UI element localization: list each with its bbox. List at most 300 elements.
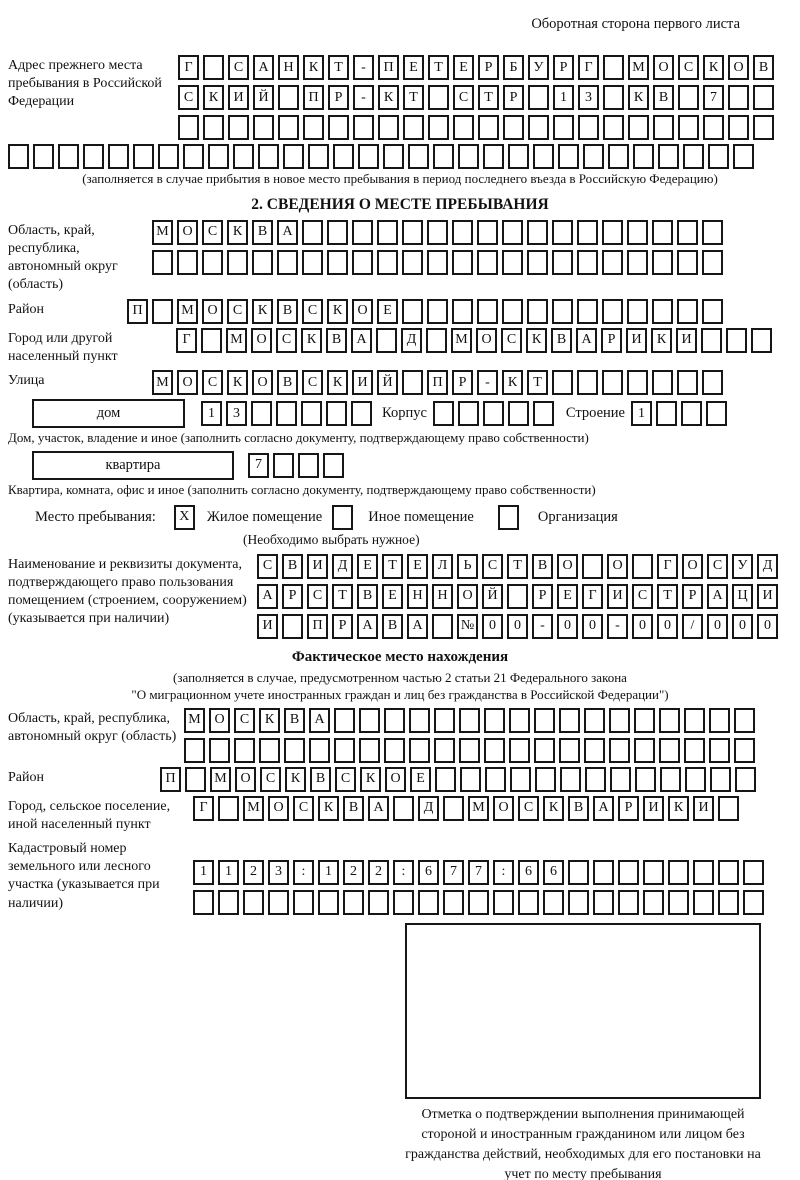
char-cell xyxy=(327,250,348,275)
char-cell xyxy=(584,738,605,763)
char-cell: 0 xyxy=(757,614,778,639)
char-cell: К xyxy=(526,328,547,353)
char-cell: С xyxy=(302,370,323,395)
char-cell: О xyxy=(268,796,289,821)
char-cell xyxy=(618,860,639,885)
char-cell xyxy=(678,115,699,140)
char-cell xyxy=(634,708,655,733)
s3-raion-row xyxy=(8,767,792,792)
char-cell xyxy=(578,115,599,140)
char-cell xyxy=(427,299,448,324)
char-cell xyxy=(585,767,606,792)
checkbox-residential: X xyxy=(174,505,195,530)
char-cell xyxy=(302,250,323,275)
char-cell xyxy=(577,299,598,324)
house-number-boxes xyxy=(201,401,372,426)
char-cell: В xyxy=(326,328,347,353)
char-cell: Г xyxy=(176,328,197,353)
char-cell xyxy=(559,738,580,763)
document-section xyxy=(8,554,792,639)
char-cell: М xyxy=(243,796,264,821)
char-cell: С xyxy=(678,55,699,80)
char-cell: № xyxy=(457,614,478,639)
prev-address-section xyxy=(8,55,792,140)
char-cell xyxy=(552,370,573,395)
char-cell: И xyxy=(352,370,373,395)
s3-kadastr-boxes xyxy=(193,838,764,915)
char-cell xyxy=(298,453,319,478)
char-cell: Р xyxy=(682,584,703,609)
char-cell xyxy=(552,250,573,275)
char-cell xyxy=(58,144,79,169)
char-cell: У xyxy=(528,55,549,80)
char-cell xyxy=(218,890,239,915)
char-cell xyxy=(534,708,555,733)
char-cell xyxy=(393,890,414,915)
char-cell: : xyxy=(393,860,414,885)
char-cell: Е xyxy=(557,584,578,609)
char-cell xyxy=(203,115,224,140)
char-cell: - xyxy=(532,614,553,639)
char-cell: О xyxy=(476,328,497,353)
char-cell: К xyxy=(360,767,381,792)
char-cell xyxy=(528,115,549,140)
char-cell: О xyxy=(457,584,478,609)
char-cell xyxy=(643,860,664,885)
char-cell: Р xyxy=(532,584,553,609)
apartment-number-boxes xyxy=(248,453,344,478)
char-cell: К xyxy=(628,85,649,110)
char-cell: Е xyxy=(407,554,428,579)
char-cell xyxy=(684,738,705,763)
char-cell xyxy=(358,144,379,169)
char-cell xyxy=(560,767,581,792)
char-cell xyxy=(527,250,548,275)
char-cell: О xyxy=(209,708,230,733)
char-cell: Т xyxy=(332,584,353,609)
char-cell xyxy=(734,708,755,733)
choose-required-note: (Необходимо выбрать нужное) xyxy=(243,531,420,547)
char-cell: 0 xyxy=(632,614,653,639)
char-cell xyxy=(660,767,681,792)
s2-ulitsa-boxes xyxy=(152,370,723,395)
char-cell xyxy=(668,890,689,915)
char-cell xyxy=(302,220,323,245)
char-cell xyxy=(252,250,273,275)
char-cell xyxy=(402,220,423,245)
char-cell xyxy=(484,738,505,763)
char-cell: С xyxy=(260,767,281,792)
char-cell: К xyxy=(318,796,339,821)
char-cell xyxy=(273,453,294,478)
char-cell xyxy=(584,708,605,733)
char-cell xyxy=(693,860,714,885)
char-cell: Р xyxy=(478,55,499,80)
char-cell xyxy=(603,85,624,110)
document-row-1 xyxy=(257,554,778,579)
char-cell xyxy=(434,708,455,733)
char-cell: Е xyxy=(377,299,398,324)
char-cell xyxy=(659,708,680,733)
char-cell xyxy=(656,401,677,426)
char-cell xyxy=(608,144,629,169)
char-cell: О xyxy=(177,370,198,395)
char-cell: Ь xyxy=(457,554,478,579)
char-cell xyxy=(478,115,499,140)
char-cell xyxy=(218,796,239,821)
prev-address-row-1 xyxy=(178,55,774,80)
char-cell: В xyxy=(653,85,674,110)
char-cell: С xyxy=(632,584,653,609)
char-cell xyxy=(452,250,473,275)
char-cell xyxy=(734,738,755,763)
char-cell xyxy=(303,115,324,140)
apartment-type-box: квартира xyxy=(32,451,234,480)
s3-kadastr-row-1 xyxy=(193,860,764,885)
s3-raion-label: Район xyxy=(8,769,44,785)
char-cell: Е xyxy=(410,767,431,792)
char-cell: Т xyxy=(507,554,528,579)
char-cell xyxy=(702,370,723,395)
char-cell xyxy=(735,767,756,792)
char-cell xyxy=(702,250,723,275)
char-cell: А xyxy=(576,328,597,353)
s2-gorod-label: Город или другой населенный пункт xyxy=(8,330,118,364)
char-cell: М xyxy=(152,370,173,395)
char-cell xyxy=(583,144,604,169)
char-cell: Н xyxy=(432,584,453,609)
char-cell xyxy=(709,738,730,763)
char-cell: А xyxy=(357,614,378,639)
char-cell xyxy=(251,401,272,426)
s2-ulitsa-label: Улица xyxy=(8,373,45,389)
char-cell xyxy=(334,738,355,763)
char-cell xyxy=(683,144,704,169)
char-cell xyxy=(527,299,548,324)
char-cell: 1 xyxy=(553,85,574,110)
char-cell xyxy=(706,401,727,426)
char-cell: Т xyxy=(478,85,499,110)
back-side-note: Оборотная сторона первого листа xyxy=(531,16,740,32)
char-cell: К xyxy=(252,299,273,324)
char-cell xyxy=(502,220,523,245)
char-cell xyxy=(418,890,439,915)
checkbox-other-premises xyxy=(332,505,353,530)
char-cell: 1 xyxy=(201,401,222,426)
s2-oblast-row-2 xyxy=(152,250,723,275)
checkbox-organization xyxy=(498,505,519,530)
char-cell: 3 xyxy=(226,401,247,426)
char-cell xyxy=(483,401,504,426)
char-cell xyxy=(609,738,630,763)
char-cell xyxy=(209,738,230,763)
char-cell: В xyxy=(753,55,774,80)
char-cell: К xyxy=(227,220,248,245)
char-cell xyxy=(352,250,373,275)
char-cell: К xyxy=(203,85,224,110)
char-cell: О xyxy=(352,299,373,324)
char-cell xyxy=(552,299,573,324)
char-cell xyxy=(553,115,574,140)
char-cell xyxy=(234,738,255,763)
char-cell xyxy=(202,250,223,275)
char-cell xyxy=(278,85,299,110)
char-cell: О xyxy=(202,299,223,324)
char-cell xyxy=(376,328,397,353)
char-cell xyxy=(178,115,199,140)
char-cell xyxy=(323,453,344,478)
char-cell: 6 xyxy=(518,860,539,885)
char-cell xyxy=(718,860,739,885)
char-cell: Р xyxy=(503,85,524,110)
s3-oblast-row xyxy=(8,708,792,763)
stay-type-row xyxy=(35,505,792,530)
char-cell: К xyxy=(303,55,324,80)
residential-option-label: Жилое помещение xyxy=(206,508,323,525)
char-cell xyxy=(433,144,454,169)
char-cell xyxy=(509,708,530,733)
char-cell xyxy=(452,299,473,324)
char-cell: 1 xyxy=(631,401,652,426)
char-cell: К xyxy=(327,299,348,324)
char-cell xyxy=(283,144,304,169)
char-cell xyxy=(353,115,374,140)
prev-address-label: Адрес прежнего места пребывания в Российской Федерации xyxy=(8,58,162,110)
char-cell: Е xyxy=(453,55,474,80)
char-cell: М xyxy=(226,328,247,353)
char-cell: П xyxy=(378,55,399,80)
char-cell: С xyxy=(453,85,474,110)
char-cell xyxy=(508,144,529,169)
char-cell xyxy=(627,370,648,395)
char-cell: И xyxy=(228,85,249,110)
char-cell xyxy=(108,144,129,169)
apartment-row xyxy=(32,451,792,480)
char-cell: А xyxy=(309,708,330,733)
char-cell: М xyxy=(152,220,173,245)
char-cell xyxy=(183,144,204,169)
char-cell xyxy=(393,796,414,821)
char-cell xyxy=(568,890,589,915)
char-cell: С xyxy=(257,554,278,579)
char-cell: И xyxy=(643,796,664,821)
char-cell: В xyxy=(310,767,331,792)
char-cell: О xyxy=(682,554,703,579)
char-cell xyxy=(432,614,453,639)
s2-ulitsa-row xyxy=(8,370,792,395)
char-cell: Р xyxy=(282,584,303,609)
char-cell xyxy=(208,144,229,169)
s2-gorod-row xyxy=(8,328,792,366)
char-cell: 6 xyxy=(543,860,564,885)
char-cell xyxy=(709,708,730,733)
char-cell xyxy=(633,144,654,169)
char-cell xyxy=(278,115,299,140)
char-cell xyxy=(477,250,498,275)
char-cell: Ц xyxy=(732,584,753,609)
char-cell xyxy=(253,115,274,140)
char-cell: 0 xyxy=(507,614,528,639)
char-cell xyxy=(326,401,347,426)
s2-gorod-boxes xyxy=(176,328,772,353)
char-cell: : xyxy=(293,860,314,885)
char-cell: К xyxy=(301,328,322,353)
char-cell: Т xyxy=(403,85,424,110)
char-cell xyxy=(527,220,548,245)
char-cell xyxy=(507,584,528,609)
char-cell xyxy=(701,328,722,353)
char-cell: В xyxy=(284,708,305,733)
char-cell: М xyxy=(468,796,489,821)
char-cell: И xyxy=(757,584,778,609)
char-cell xyxy=(718,796,739,821)
char-cell xyxy=(577,220,598,245)
s3-raion-boxes xyxy=(160,767,756,792)
char-cell: М xyxy=(628,55,649,80)
char-cell: С xyxy=(227,299,248,324)
s2-oblast-label: Область, край, республика, автономный округ (область) xyxy=(8,222,118,293)
char-cell: М xyxy=(451,328,472,353)
prev-address-row-4 xyxy=(8,144,792,169)
char-cell: 1 xyxy=(318,860,339,885)
char-cell: Е xyxy=(382,584,403,609)
s2-raion-boxes xyxy=(127,299,723,324)
document-label: Наименование и реквизиты документа, подтверждающего право пользования помещением (строением, сооружением) (указывается при наличии) xyxy=(8,556,247,627)
char-cell: А xyxy=(351,328,372,353)
char-cell xyxy=(652,220,673,245)
char-cell xyxy=(443,796,464,821)
char-cell: 7 xyxy=(248,453,269,478)
char-cell: - xyxy=(353,85,374,110)
char-cell xyxy=(753,85,774,110)
char-cell xyxy=(602,250,623,275)
char-cell xyxy=(677,220,698,245)
char-cell: С xyxy=(501,328,522,353)
s3-kadastr-row xyxy=(8,838,792,915)
char-cell: 3 xyxy=(578,85,599,110)
char-cell xyxy=(477,299,498,324)
char-cell xyxy=(352,220,373,245)
stay-type-label: Место пребывания: xyxy=(35,508,156,525)
char-cell: С xyxy=(234,708,255,733)
char-cell: 0 xyxy=(557,614,578,639)
char-cell: В xyxy=(568,796,589,821)
stamp-section xyxy=(8,923,792,1180)
char-cell xyxy=(152,250,173,275)
char-cell: 2 xyxy=(343,860,364,885)
char-cell xyxy=(652,370,673,395)
stamp-spacer xyxy=(8,923,393,1180)
char-cell: К xyxy=(327,370,348,395)
char-cell: С xyxy=(276,328,297,353)
char-cell: 0 xyxy=(582,614,603,639)
stroenie-label: Строение xyxy=(565,405,625,422)
char-cell: П xyxy=(160,767,181,792)
char-cell xyxy=(593,890,614,915)
char-cell: П xyxy=(303,85,324,110)
char-cell xyxy=(276,401,297,426)
char-cell xyxy=(627,220,648,245)
s3-kadastr-row-2 xyxy=(193,890,764,915)
char-cell xyxy=(384,738,405,763)
char-cell xyxy=(610,767,631,792)
char-cell: Е xyxy=(357,554,378,579)
char-cell: 7 xyxy=(468,860,489,885)
char-cell xyxy=(708,144,729,169)
char-cell: Т xyxy=(428,55,449,80)
char-cell xyxy=(743,890,764,915)
char-cell: / xyxy=(682,614,703,639)
char-cell xyxy=(402,250,423,275)
char-cell xyxy=(83,144,104,169)
char-cell xyxy=(652,250,673,275)
char-cell: Г xyxy=(657,554,678,579)
char-cell: С xyxy=(335,767,356,792)
char-cell: К xyxy=(668,796,689,821)
char-cell xyxy=(359,738,380,763)
char-cell xyxy=(677,299,698,324)
char-cell xyxy=(603,55,624,80)
char-cell xyxy=(158,144,179,169)
char-cell: 1 xyxy=(218,860,239,885)
char-cell xyxy=(634,738,655,763)
char-cell xyxy=(384,708,405,733)
char-cell: К xyxy=(227,370,248,395)
char-cell xyxy=(543,890,564,915)
char-cell: К xyxy=(703,55,724,80)
char-cell: С xyxy=(178,85,199,110)
fact-location-note-1: (заполняется в случае, предусмотренном частью 2 статьи 21 Федерального закона xyxy=(173,669,627,685)
char-cell xyxy=(409,738,430,763)
char-cell xyxy=(293,890,314,915)
char-cell xyxy=(703,115,724,140)
char-cell xyxy=(201,328,222,353)
char-cell: Г xyxy=(178,55,199,80)
char-cell xyxy=(434,738,455,763)
char-cell xyxy=(459,708,480,733)
char-cell xyxy=(377,220,398,245)
korpus-boxes xyxy=(433,401,554,426)
char-cell: С xyxy=(707,554,728,579)
prev-address-row-3 xyxy=(178,115,774,140)
char-cell: Р xyxy=(618,796,639,821)
char-cell xyxy=(728,85,749,110)
char-cell xyxy=(677,370,698,395)
char-cell xyxy=(710,767,731,792)
char-cell xyxy=(628,115,649,140)
char-cell: Т xyxy=(328,55,349,80)
char-cell xyxy=(243,890,264,915)
char-cell: Д xyxy=(332,554,353,579)
char-cell xyxy=(509,738,530,763)
char-cell: О xyxy=(177,220,198,245)
char-cell xyxy=(577,250,598,275)
char-cell: А xyxy=(277,220,298,245)
char-cell xyxy=(602,220,623,245)
char-cell xyxy=(559,708,580,733)
char-cell xyxy=(643,890,664,915)
char-cell xyxy=(568,860,589,885)
char-cell: С xyxy=(202,370,223,395)
char-cell: М xyxy=(210,767,231,792)
char-cell xyxy=(333,144,354,169)
char-cell: В xyxy=(357,584,378,609)
char-cell: Б xyxy=(503,55,524,80)
char-cell: К xyxy=(378,85,399,110)
char-cell: О xyxy=(235,767,256,792)
char-cell xyxy=(518,890,539,915)
char-cell: В xyxy=(343,796,364,821)
